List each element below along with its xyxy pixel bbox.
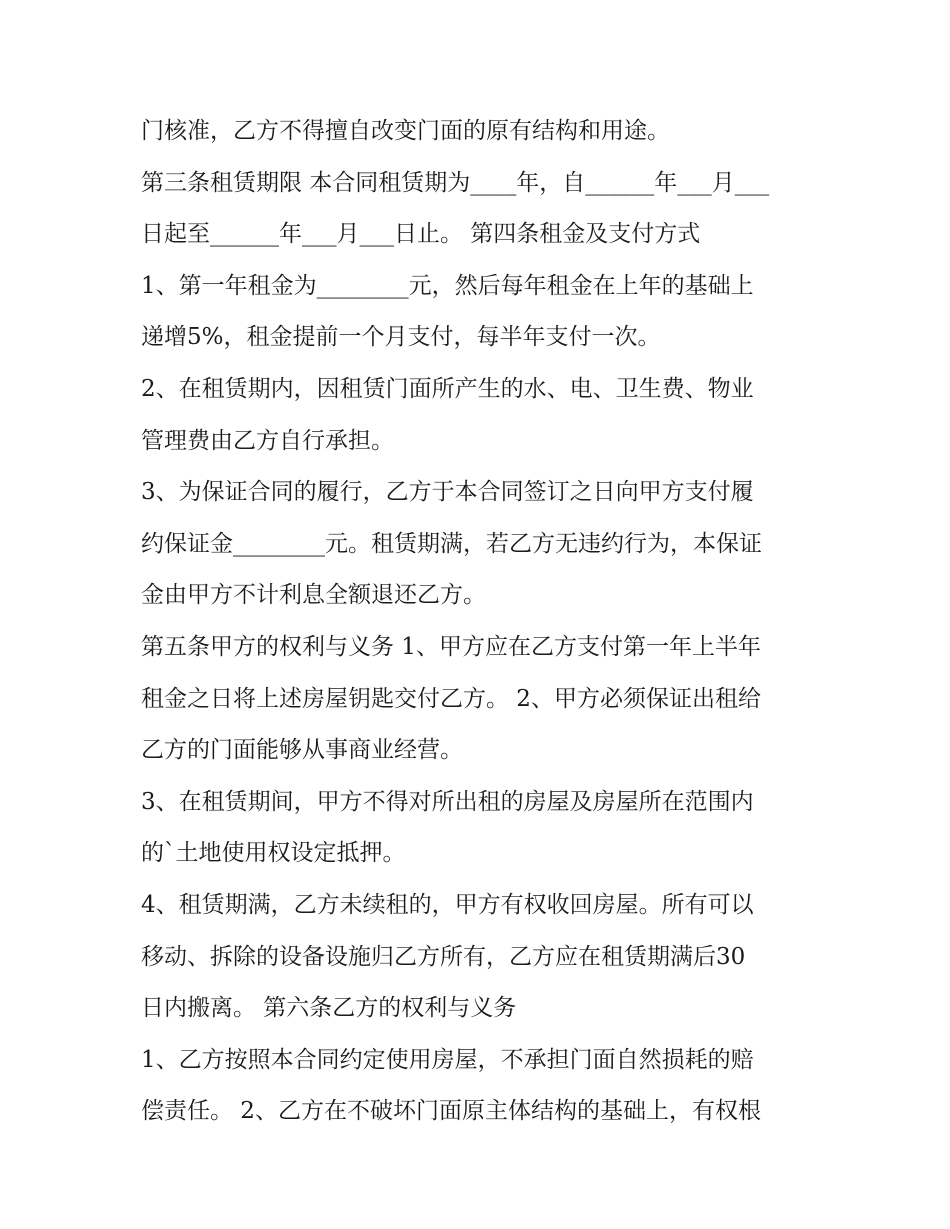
- text-line: 金由甲方不计利息全额退还乙方。: [141, 582, 486, 609]
- text-line: 门核准，乙方不得擅自改变门面的原有结构和用途。: [141, 118, 670, 144]
- text-line: 的`土地使用权设定抵押。: [141, 840, 406, 867]
- text-line: 偿责任。 2、乙方在不破坏门面原主体结构的基础上，有权根: [141, 1098, 761, 1125]
- text-line: 管理费由乙方自行承担。: [141, 427, 394, 454]
- text-line: 3、为保证合同的履行，乙方于本合同签订之日向甲方支付履: [141, 479, 754, 506]
- text-line: 1、乙方按照本合同约定使用房屋，不承担门面自然损耗的赔: [141, 1046, 754, 1073]
- text-line: 乙方的门面能够从事商业经营。: [141, 737, 463, 764]
- text-line: 3、在租赁期间，甲方不得对所出租的房屋及房屋所在范围内: [141, 788, 754, 815]
- text-line: 第三条租赁期限 本合同租赁期为____年，自______年___月___: [141, 169, 770, 196]
- text-line: 第五条甲方的权利与义务 1、甲方应在乙方支付第一年上半年: [141, 633, 761, 660]
- text-line: 1、第一年租金为________元，然后每年租金在上年的基础上: [141, 272, 754, 299]
- text-line: 2、在租赁期内，因租赁门面所产生的水、电、卫生费、物业: [141, 375, 754, 402]
- text-line: 移动、拆除的设备设施归乙方所有，乙方应在租赁期满后30: [141, 943, 746, 970]
- text-line: 4、租赁期满，乙方未续租的，甲方有权收回房屋。所有可以: [141, 891, 754, 918]
- text-line: 日内搬离。 第六条乙方的权利与义务: [141, 995, 517, 1022]
- contract-text-body: [141, 106, 821, 1138]
- text-line: 约保证金________元。租赁期满，若乙方无违约行为，本保证: [141, 530, 762, 557]
- text-line: 租金之日将上述房屋钥匙交付乙方。 2、甲方必须保证出租给: [141, 685, 761, 712]
- text-line: 递增5%，租金提前一个月支付，每半年支付一次。: [141, 324, 661, 351]
- text-line: 日起至______年___月___日止。 第四条租金及支付方式: [141, 221, 701, 248]
